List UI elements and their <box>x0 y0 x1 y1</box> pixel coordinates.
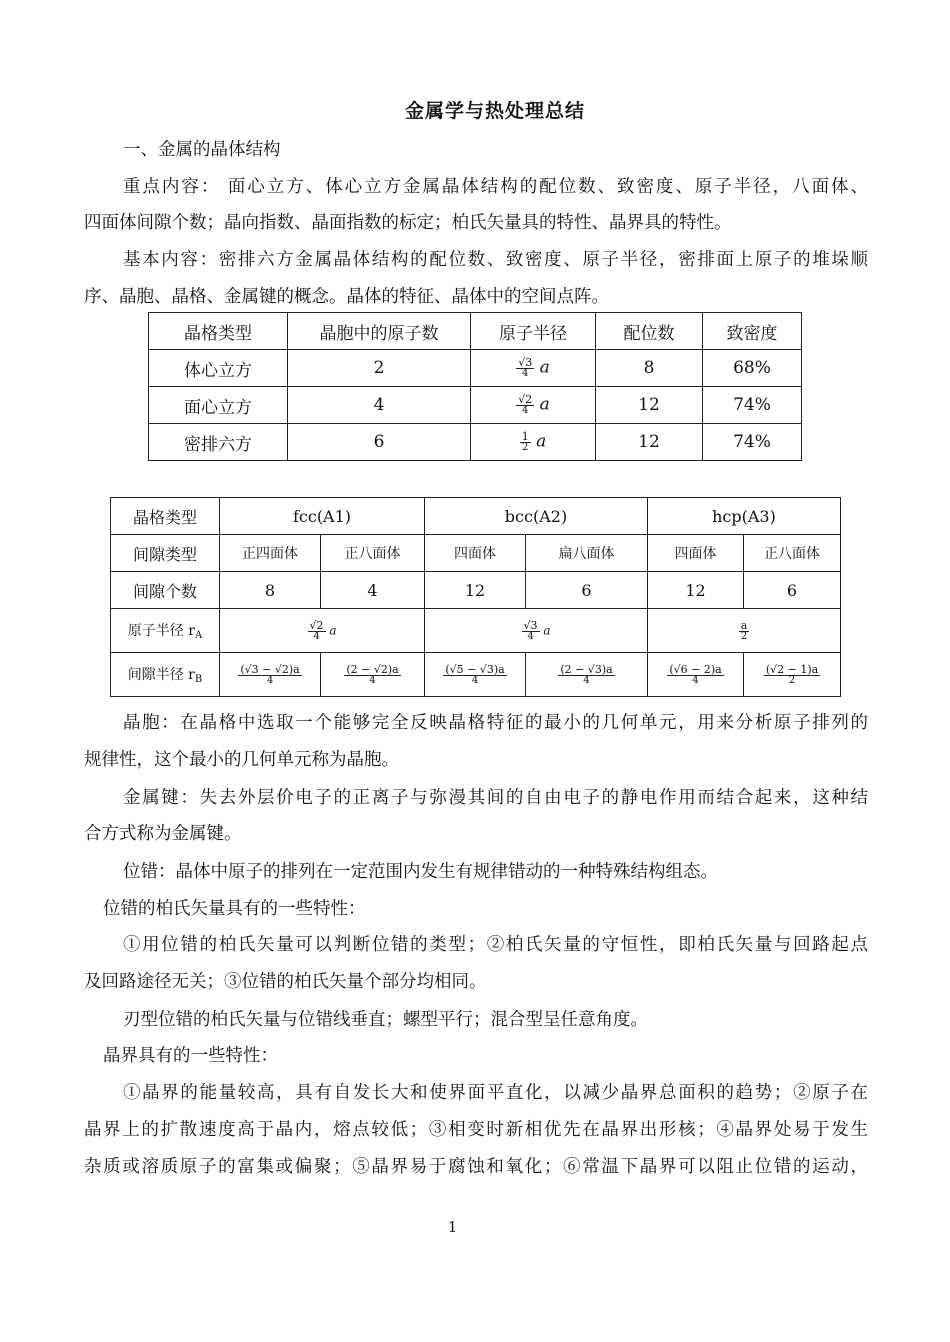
gap-type-cell: 四面体 <box>648 535 744 572</box>
radius-fraction: $\frac{√3}{4}$ <box>523 618 538 642</box>
gap-radius-cell <box>321 653 425 697</box>
table-header-cell: 晶胞中的原子数 <box>288 313 471 350</box>
radius-fraction: $\frac{√3}{4}$ <box>518 356 533 379</box>
table-header-row <box>149 313 802 350</box>
atom-count-cell: 4 <box>288 387 471 424</box>
gap-count-cell: 4 <box>321 572 425 609</box>
atom-radius-cell: $\frac{1}{2}$ a <box>471 424 596 461</box>
gap-radius-fraction: $\frac{(√3 - √2)a}{4}$ <box>240 662 300 686</box>
coordination-cell: 12 <box>596 424 703 461</box>
grain-boundary-heading: 晶界具有的一些特性： <box>103 1046 278 1066</box>
gap-radius-cell <box>526 653 648 697</box>
gap-radius-fraction: $\frac{(2 - √2)a}{4}$ <box>346 662 399 686</box>
gap-type-cell: 扁八面体 <box>526 535 648 572</box>
table-header-cell: 原子半径 <box>471 313 596 350</box>
atom-count-cell: 6 <box>288 424 471 461</box>
gap-radius-cell <box>220 653 321 697</box>
gap-type-cell: 正八面体 <box>744 535 841 572</box>
structure-cell: hcp(A3) <box>648 498 841 535</box>
gap-count-cell: 12 <box>648 572 744 609</box>
row-label-cell: 间隙半径 $r_B$ <box>111 653 220 697</box>
gap-radius-fraction: $\frac{(√5 - √3)a}{4}$ <box>445 662 505 686</box>
structure-cell: fcc(A1) <box>220 498 425 535</box>
table-row <box>149 350 802 387</box>
section-heading: 一、金属的晶体结构 <box>123 140 281 160</box>
gap-type-cell: 正四面体 <box>220 535 321 572</box>
radius-fraction: $\frac{a}{2}$ <box>740 618 748 642</box>
atom-radius-cell: $\frac{√2}{4}$ a <box>220 609 425 653</box>
row-label-cell: 晶格类型 <box>111 498 220 535</box>
burgers-props-line-1: ①用位错的柏氏矢量可以判断位错的类型；②柏氏矢量的守恒性，即柏氏矢量与回路起点 <box>123 935 868 955</box>
row-label-cell: 原子半径 $r_A$ <box>111 609 220 653</box>
unit-cell-line-1: 晶胞：在晶格中选取一个能够完全反映晶格特征的最小的几何单元，用来分析原子排列的 <box>123 713 868 733</box>
lattice-type-cell: 密排六方 <box>149 424 288 461</box>
radius-fraction: $\frac{1}{2}$ <box>521 430 529 453</box>
burgers-types: 刃型位错的柏氏矢量与位错线垂直；螺型平行；混合型呈任意角度。 <box>123 1010 648 1030</box>
unit-cell-line-2: 规律性，这个最小的几何单元称为晶胞。 <box>84 750 399 770</box>
table-header-cell: 配位数 <box>596 313 703 350</box>
interstitial-table <box>110 497 841 697</box>
crystal-structure-table <box>148 312 802 461</box>
table-row <box>111 572 841 609</box>
metallic-bond-line-1: 金属键：失去外层价电子的正离子与弥漫其间的自由电子的静电作用而结合起来，这种结 <box>123 788 868 808</box>
row-label-cell: 间隙类型 <box>111 535 220 572</box>
atom-radius-cell <box>648 609 841 653</box>
gap-radius-cell <box>648 653 744 697</box>
gap-radius-cell <box>744 653 841 697</box>
table-row <box>149 424 802 461</box>
gap-type-cell: 正八面体 <box>321 535 425 572</box>
coordination-cell: 8 <box>596 350 703 387</box>
metallic-bond-line-2: 合方式称为金属键。 <box>84 824 242 844</box>
gap-count-cell: 6 <box>526 572 648 609</box>
density-cell: 74% <box>703 424 802 461</box>
structure-cell: bcc(A2) <box>425 498 648 535</box>
grain-boundary-line-3: 杂质或溶质原子的富集或偏聚；⑤晶界易于腐蚀和氧化；⑥常温下晶界可以阻止位错的运动， <box>84 1157 868 1177</box>
key-content-line-2: 四面体间隙个数；晶向指数、晶面指数的标定；柏氏矢量具的特性、晶界具的特性。 <box>84 213 732 233</box>
basic-content-line-2: 序、晶胞、晶格、金属键的概念。晶体的特征、晶体中的空间点阵。 <box>84 287 609 307</box>
basic-content-line-1: 基本内容：密排六方金属晶体结构的配位数、致密度、原子半径，密排面上原子的堆垛顺 <box>123 250 868 270</box>
density-cell: 68% <box>703 350 802 387</box>
atom-radius-cell: $\frac{√3}{4}$ a <box>471 350 596 387</box>
radius-fraction: $\frac{√2}{4}$ <box>518 393 533 416</box>
table-row <box>111 498 841 535</box>
atom-radius-cell: $\frac{√3}{4}$ a <box>425 609 648 653</box>
table-header-cell: 晶格类型 <box>149 313 288 350</box>
density-cell: 74% <box>703 387 802 424</box>
gap-type-cell: 四面体 <box>425 535 526 572</box>
grain-boundary-line-1: ①晶界的能量较高，具有自发长大和使界面平直化，以减少晶界总面积的趋势；②原子在 <box>123 1083 868 1103</box>
coordination-cell: 12 <box>596 387 703 424</box>
page-number: 1 <box>447 1218 458 1236</box>
radius-fraction: $\frac{√2}{4}$ <box>309 618 324 642</box>
gap-count-cell: 8 <box>220 572 321 609</box>
gap-radius-fraction: $\frac{(2 - √3)a}{4}$ <box>560 662 613 686</box>
gap-radius-fraction: $\frac{(√6 - 2)a}{4}$ <box>669 662 722 686</box>
lattice-type-cell: 面心立方 <box>149 387 288 424</box>
gap-count-cell: 6 <box>744 572 841 609</box>
table-row <box>111 609 841 653</box>
table-row <box>111 653 841 697</box>
gap-count-cell: 12 <box>425 572 526 609</box>
table-row <box>111 535 841 572</box>
atom-radius-cell: $\frac{√2}{4}$ a <box>471 387 596 424</box>
gap-radius-cell <box>425 653 526 697</box>
dislocation-definition: 位错：晶体中原子的排列在一定范围内发生有规律错动的一种特殊结构组态。 <box>123 862 718 882</box>
burgers-heading: 位错的柏氏矢量具有的一些特性： <box>103 899 366 919</box>
atom-count-cell: 2 <box>288 350 471 387</box>
key-content-line-1: 重点内容： 面心立方、体心立方金属晶体结构的配位数、致密度、原子半径，八面体、 <box>123 177 868 197</box>
document-title: 金属学与热处理总结 <box>404 100 585 122</box>
lattice-type-cell: 体心立方 <box>149 350 288 387</box>
table-row <box>149 387 802 424</box>
burgers-props-line-2: 及回路途径无关；③位错的柏氏矢量个部分均相同。 <box>84 972 487 992</box>
grain-boundary-line-2: 晶界上的扩散速度高于晶内，熔点较低；③相变时新相优先在晶界出形核；④晶界处易于发生 <box>84 1120 868 1140</box>
table-header-cell: 致密度 <box>703 313 802 350</box>
row-label-cell: 间隙个数 <box>111 572 220 609</box>
gap-radius-fraction: $\frac{(√2 - 1)a}{2}$ <box>765 662 819 686</box>
